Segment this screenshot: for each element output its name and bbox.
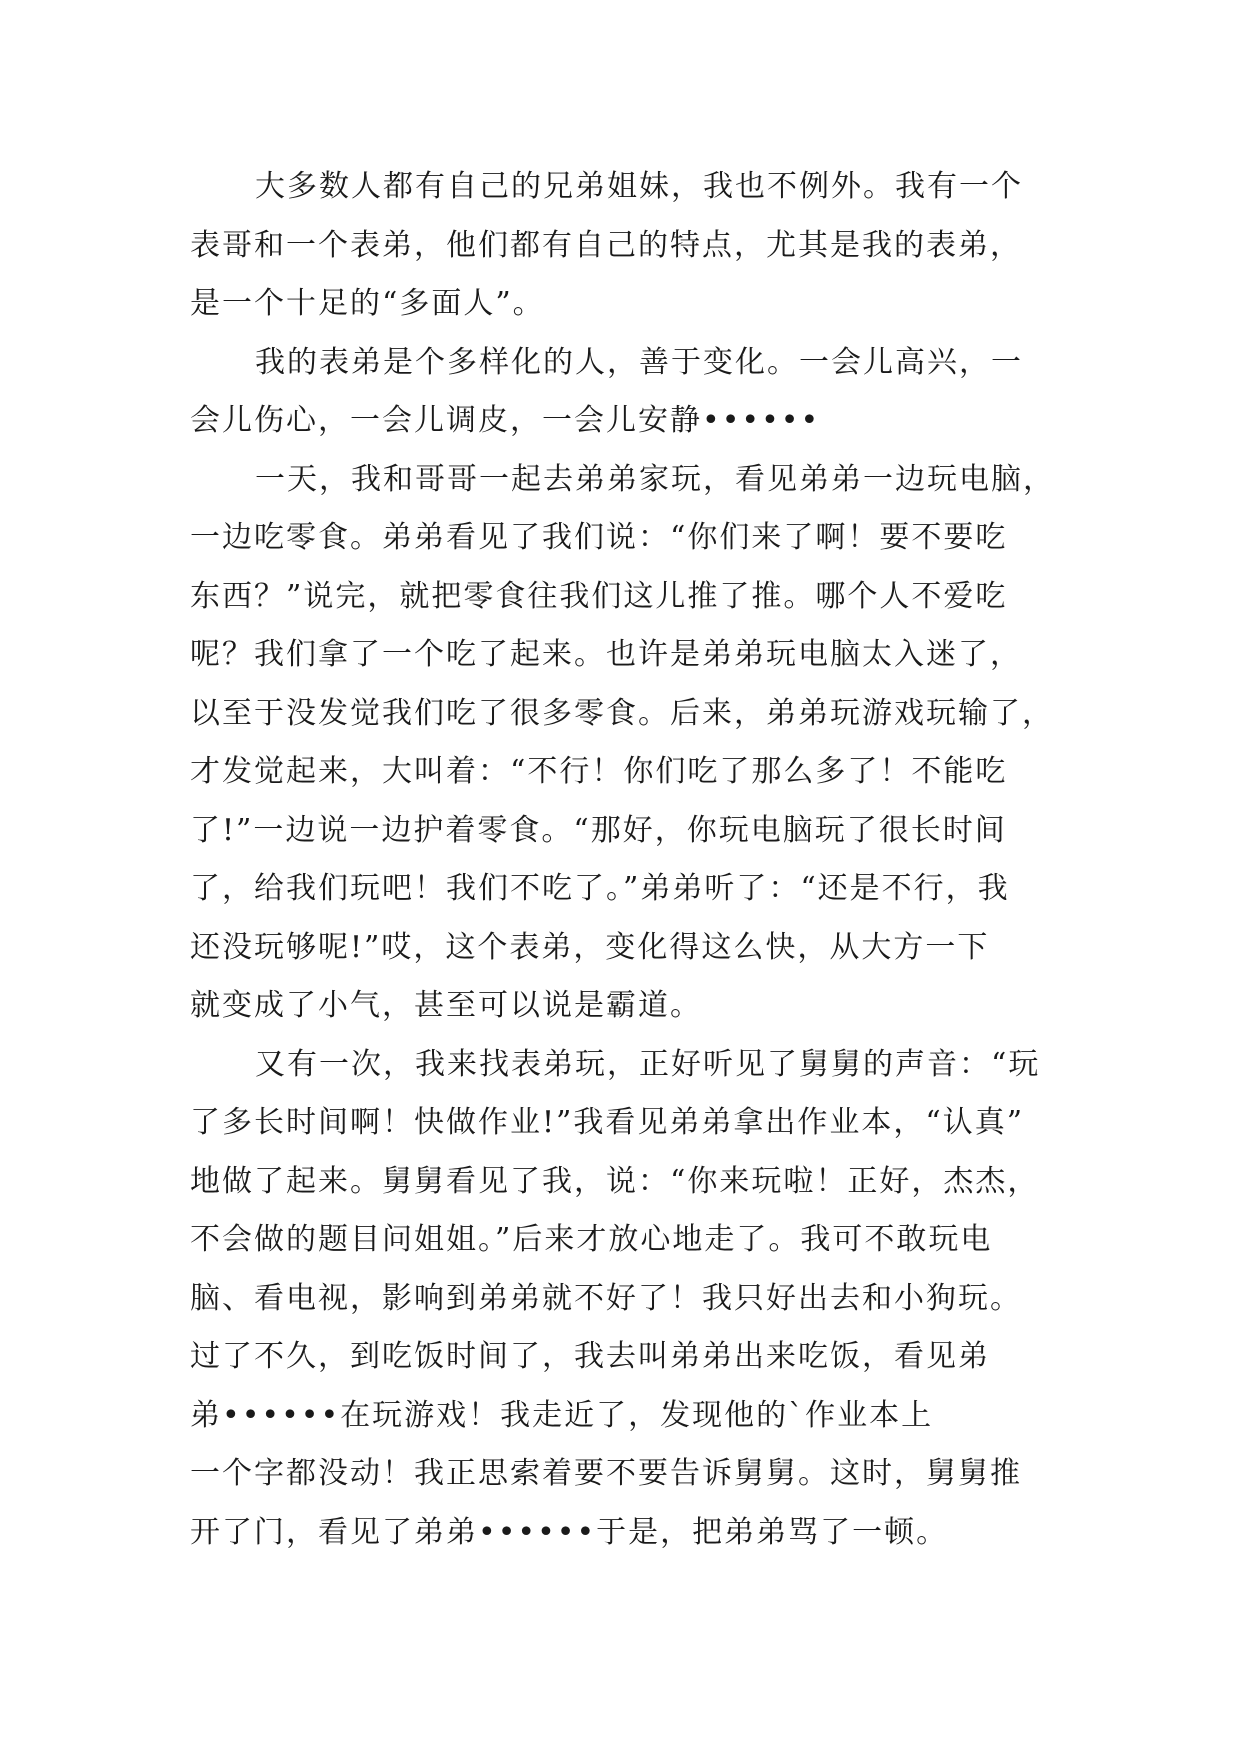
text-line: 一天，我和哥哥一起去弟弟家玩，看见弟弟一边玩电脑， xyxy=(255,461,1055,497)
essay-body xyxy=(190,158,1070,1562)
text-line: 表哥和一个表弟，他们都有自己的特点，尤其是我的表弟， xyxy=(190,227,1022,263)
text-line: 会儿伤心，一会儿调皮，一会儿安静•••••• xyxy=(190,403,821,438)
text-line: 不会做的题目问姐姐。”后来才放心地走了。我可不敢玩电 xyxy=(190,1222,993,1257)
text-line: 了!”一边说一边护着零食。“那好，你玩电脑玩了很长时间 xyxy=(190,812,1007,848)
text-line: 过了不久，到吃饭时间了，我去叫弟弟出来吃饭，看见弟 xyxy=(190,1339,990,1374)
text-line: 了，给我们玩吧！我们不吃了。”弟弟听了：“还是不行，我 xyxy=(190,871,1010,906)
text-line: 是一个十足的“多面人”。 xyxy=(190,286,545,321)
text-line: 还没玩够呢!”哎，这个表弟，变化得这么快，从大方一下 xyxy=(190,929,990,965)
text-line: 开了门，看见了弟弟••••••于是，把弟弟骂了一顿。 xyxy=(190,1514,949,1550)
text-line: 才发觉起来，大叫着：“不行！你们吃了那么多了！不能吃 xyxy=(190,754,1008,789)
text-line: 东西？”说完，就把零食往我们这儿推了推。哪个人不爱吃 xyxy=(190,578,1008,614)
text-line: 弟••••••在玩游戏！我走近了，发现他的`作业本上 xyxy=(190,1397,934,1433)
text-line: 脑、看电视，影响到弟弟就不好了！我只好出去和小狗玩。 xyxy=(190,1280,1022,1316)
text-line: 了多长时间啊！快做作业!”我看见弟弟拿出作业本，“认真” xyxy=(190,1105,1025,1140)
text-line: 一个字都没动！我正思索着要不要告诉舅舅。这时，舅舅推 xyxy=(190,1456,1022,1491)
text-line: 呢？我们拿了一个吃了起来。也许是弟弟玩电脑太入迷了， xyxy=(190,637,1022,672)
text-line: 以至于没发觉我们吃了很多零食。后来，弟弟玩游戏玩输了， xyxy=(190,695,1054,731)
text-line: 一边吃零食。弟弟看见了我们说：“你们来了啊！要不要吃 xyxy=(190,520,1008,555)
text-line: 大多数人都有自己的兄弟姐妹，我也不例外。我有一个 xyxy=(255,169,1023,204)
text-line: 我的表弟是个多样化的人，善于变化。一会儿高兴，一 xyxy=(255,344,1023,380)
text-line: 就变成了小气，甚至可以说是霸道。 xyxy=(190,988,702,1023)
text-line: 地做了起来。舅舅看见了我，说：“你来玩啦！正好，杰杰， xyxy=(190,1163,1040,1199)
text-line: 又有一次，我来找表弟玩，正好听见了舅舅的声音：“玩 xyxy=(255,1046,1041,1082)
